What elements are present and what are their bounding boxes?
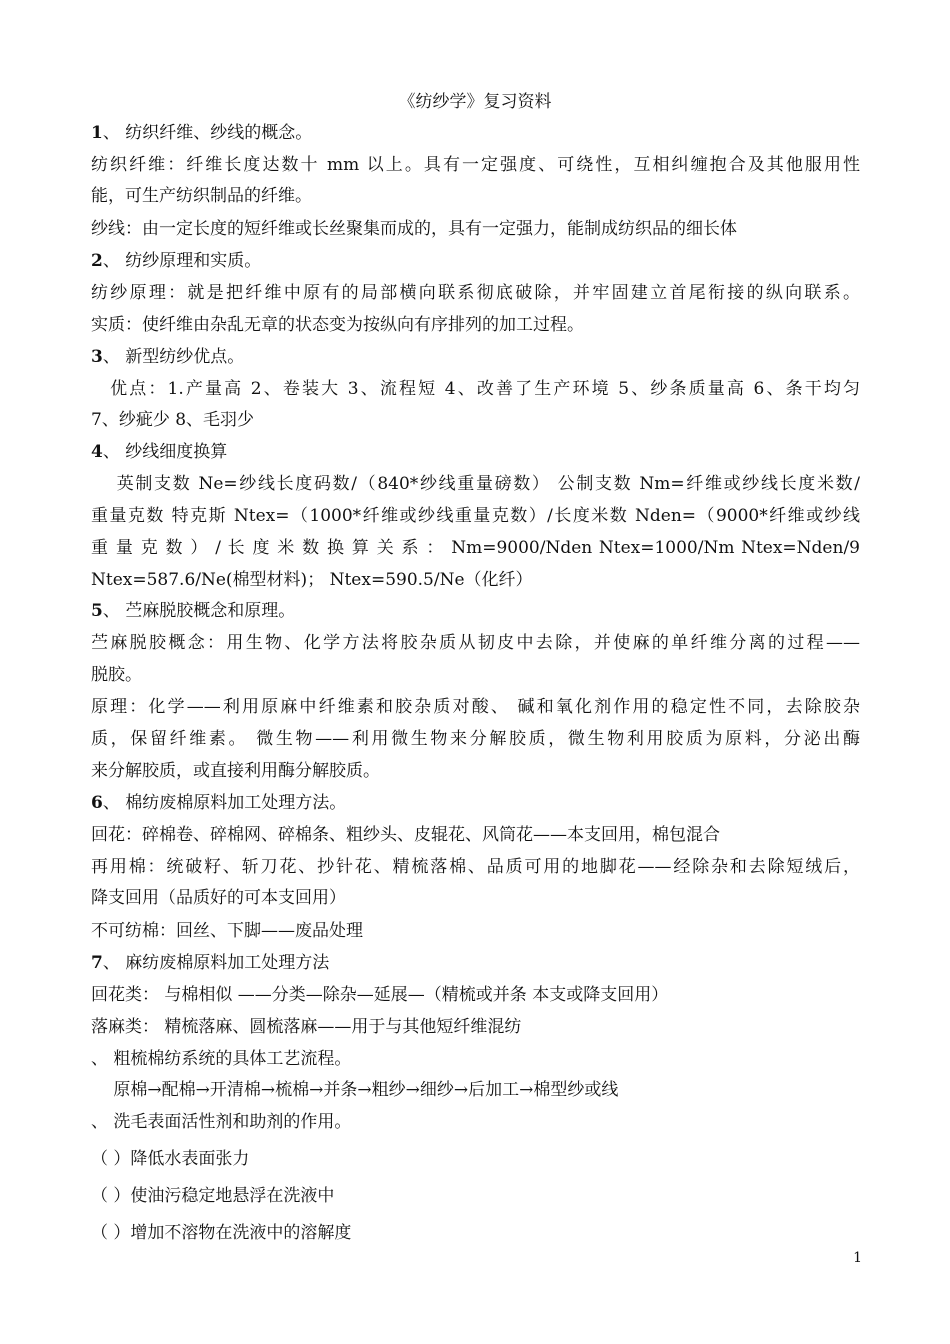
text-line: Ntex=587.6/Ne(棉型材料)； Ntex=590.5/Ne（化纤） (91, 570, 533, 590)
process-flow-line: 原棉→配棉→开清棉→梳棉→并条→粗纱→细纱→后加工→棉型纱或线 (91, 1080, 619, 1100)
text-line: 质，保留纤维素。 微生物——利用微生物来分解胶质，微生物利用胶质为原料，分泌出酶 (91, 729, 860, 749)
text-line: 再用棉：统破籽、斩刀花、抄针花、精梳落棉、品质可用的地脚花——经除杂和去除短绒后， (91, 857, 860, 877)
text-line: 纺纱原理：就是把纤维中原有的局部横向联系彻底破除，并牢固建立首尾衔接的纵向联系。 (91, 283, 860, 303)
heading-1: 1、 纺织纤维、纱线的概念。 (91, 123, 313, 143)
text-line: 实质：使纤维由杂乱无章的状态变为按纵向有序排列的加工过程。 (91, 315, 584, 335)
text-line: 回花：碎棉卷、碎棉网、碎棉条、粗纱头、皮辊花、风筒花——本支回用，棉包混合 (91, 825, 720, 845)
heading-8: 、 粗梳棉纺系统的具体工艺流程。 (91, 1049, 352, 1069)
heading-3: 3、 新型纺纱优点。 (91, 347, 245, 367)
page-title: 《纺纱学》复习资料 (398, 92, 552, 112)
heading-9: 、 洗毛表面活性剂和助剂的作用。 (91, 1112, 352, 1132)
text-line: 纺织纤维：纤维长度达数十 mm 以上。具有一定强度、可绕性，互相纠缠抱合及其他服用性 (91, 155, 860, 175)
text-line: 重 量 克 数 ） / 长 度 米 数 换 算 关 系 ： Nm=9000/Nden Ntex=1000/Nm Ntex=Nden/9 (91, 538, 860, 558)
text-line: 苎麻脱胶概念：用生物、化学方法将胶杂质从韧皮中去除，并使麻的单纤维分离的过程—— (91, 633, 860, 653)
heading-7: 7、 麻纺废棉原料加工处理方法 (91, 953, 330, 973)
text-line: 来分解胶质，或直接利用酶分解胶质。 (91, 761, 380, 781)
text-line: 7、纱疵少 8、毛羽少 (91, 410, 255, 430)
heading-2: 2、 纺纱原理和实质。 (91, 251, 262, 271)
text-line: 纱线：由一定长度的短纤维或长丝聚集而成的，具有一定强力，能制成纺织品的细长体 (91, 219, 737, 239)
text-line: 优点：1.产量高 2、卷装大 3、流程短 4、改善了生产环境 5、纱条质量高 6、条干均匀 (91, 379, 860, 399)
text-line: 能，可生产纺织制品的纤维。 (91, 186, 312, 206)
text-line: 英制支数 Ne=纱线长度码数/（840*纱线重量磅数） 公制支数 Nm=纤维或纱线长度米数/ (91, 474, 860, 494)
list-item: （ ）使油污稳定地悬浮在洗液中 (91, 1186, 335, 1206)
text-line: 脱胶。 (91, 665, 142, 685)
list-item: （ ）增加不溶物在洗液中的溶解度 (91, 1223, 352, 1243)
text-line: 不可纺棉：回丝、下脚——废品处理 (91, 921, 363, 941)
text-line: 重量克数 特克斯 Ntex=（1000*纤维或纱线重量克数）/长度米数 Nden=（9000*纤维或纱线 (91, 506, 860, 526)
text-line: 降支回用（品质好的可本支回用） (91, 888, 346, 908)
text-line: 原理：化学——利用原麻中纤维素和胶杂质对酸、 碱和氧化剂作用的稳定性不同，去除胶杂 (91, 697, 860, 717)
heading-6: 6、 棉纺废棉原料加工处理方法。 (91, 793, 347, 813)
text-line: 落麻类： 精梳落麻、圆梳落麻——用于与其他短纤维混纺 (91, 1017, 522, 1037)
heading-5: 5、 苎麻脱胶概念和原理。 (91, 601, 296, 621)
page-number: 1 (853, 1250, 862, 1266)
text-line: 回花类： 与棉相似 ——分类—除杂—延展—（精梳或并条 本支或降支回用） (91, 985, 669, 1005)
list-item: （ ）降低水表面张力 (91, 1149, 250, 1169)
heading-4: 4、 纱线细度换算 (91, 442, 228, 462)
